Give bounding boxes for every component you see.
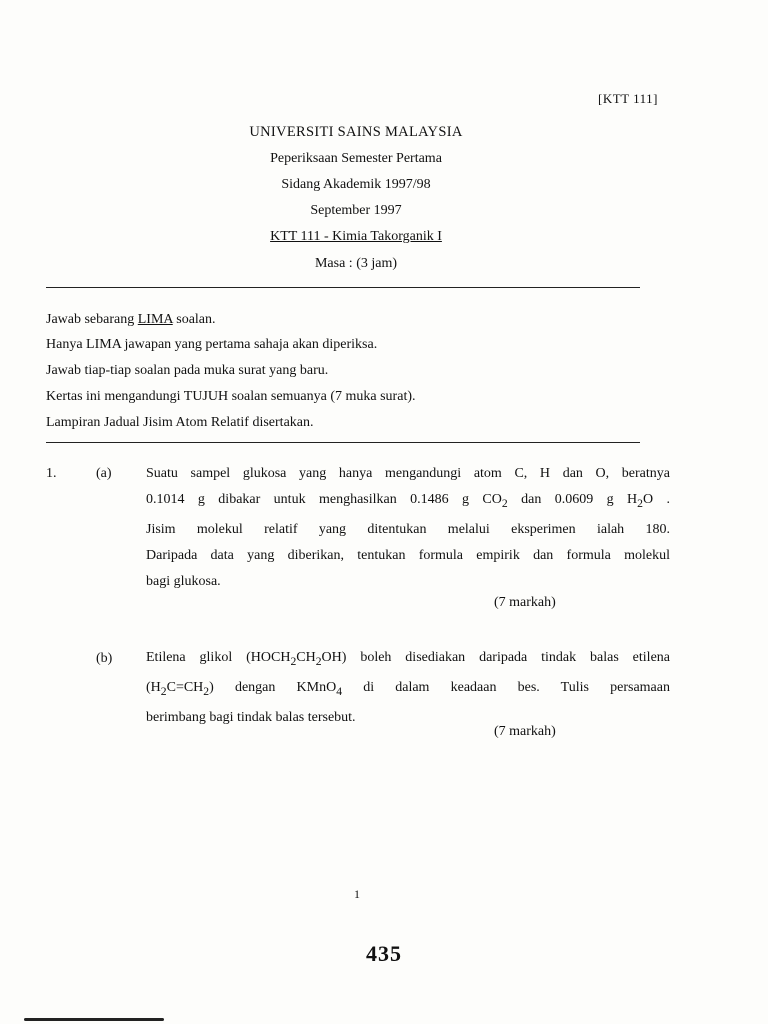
subscript: 4 xyxy=(336,684,343,698)
part-b-label: (b) xyxy=(96,651,113,666)
instruction-1-end: soalan. xyxy=(172,312,216,327)
course-code: [KTT 111] xyxy=(598,91,658,106)
subscript: 2 xyxy=(160,684,167,698)
subscript: 2 xyxy=(290,654,297,668)
university-name: UNIVERSITI SAINS MALAYSIA xyxy=(249,124,463,140)
part-a-line-2 xyxy=(146,487,670,517)
part-b-marks: (7 markah) xyxy=(494,724,556,739)
instruction-3: Jawab tiap-tiap soalan pada muka surat yang baru. xyxy=(46,363,329,378)
instruction-5: Lampiran Jadual Jisim Atom Relatif disertakan. xyxy=(46,415,314,430)
part-b-line-1-a: Etilena glikol (HOCH xyxy=(146,650,291,665)
part-b-line-3: berimbang bagi tindak balas tersebut. xyxy=(146,709,356,725)
part-b-text xyxy=(146,645,670,731)
part-b-line-1-b: CH xyxy=(296,650,316,665)
part-b-line-2-b: C=CH xyxy=(166,679,204,695)
instruction-1-emphasis: LIMA xyxy=(137,312,173,327)
part-b-line-2-c: ) dengan KMnO xyxy=(209,679,337,695)
part-a-line-2-a: 0.1014 g dibakar untuk menghasilkan 0.1486 g CO xyxy=(146,492,502,507)
part-b-line-2-a: (H xyxy=(146,679,161,695)
page-stamp: 435 xyxy=(366,941,402,966)
instruction-1-text: Jawab sebarang xyxy=(46,312,138,327)
instruction-1 xyxy=(46,312,216,328)
subscript: 2 xyxy=(637,496,643,510)
page-number: 1 xyxy=(354,887,360,901)
part-b-line-2-d: di dalam keadaan bes. Tulis persamaan xyxy=(342,679,670,695)
academic-session: Sidang Akademik 1997/98 xyxy=(281,177,431,192)
divider-top xyxy=(46,287,640,288)
part-a-line-2-b: dan 0.0609 g H xyxy=(507,492,638,507)
instruction-2: Hanya LIMA jawapan yang pertama sahaja akan diperiksa. xyxy=(46,337,378,352)
divider-bottom xyxy=(46,442,640,443)
part-a-label: (a) xyxy=(96,466,112,481)
part-b-line-1 xyxy=(146,645,670,675)
subscript: 2 xyxy=(501,496,508,510)
subscript: 2 xyxy=(203,684,210,698)
part-a-line-4: Daripada data yang diberikan, tentukan formula empirik dan formula molekul xyxy=(146,547,670,563)
exam-duration: Masa : (3 jam) xyxy=(314,256,398,271)
part-a-line-1: Suatu sampel glukosa yang hanya mengandungi atom C, H dan O, beratnya xyxy=(146,466,670,481)
part-b-line-2 xyxy=(146,675,670,705)
instruction-4: Kertas ini mengandungi TUJUH soalan semuanya (7 muka surat). xyxy=(46,389,416,404)
part-a-line-3: Jisim molekul relatif yang ditentukan melalui eksperimen ialah 180. xyxy=(146,521,670,537)
part-a-marks: (7 markah) xyxy=(494,595,556,610)
subscript: 2 xyxy=(315,654,322,668)
part-a-text xyxy=(146,461,670,595)
course-title: KTT 111 - Kimia Takorganik I xyxy=(270,229,442,244)
part-a-line-5: bagi glukosa. xyxy=(146,573,221,589)
part-b-line-1-c: OH) boleh disediakan daripada tindak balas etilena xyxy=(321,650,670,665)
scan-artifact xyxy=(24,1018,164,1021)
part-a-line-2-c: O . xyxy=(642,492,670,507)
exam-title: Peperiksaan Semester Pertama xyxy=(270,151,442,166)
question-number: 1. xyxy=(46,466,57,481)
exam-date: September 1997 xyxy=(310,203,402,218)
